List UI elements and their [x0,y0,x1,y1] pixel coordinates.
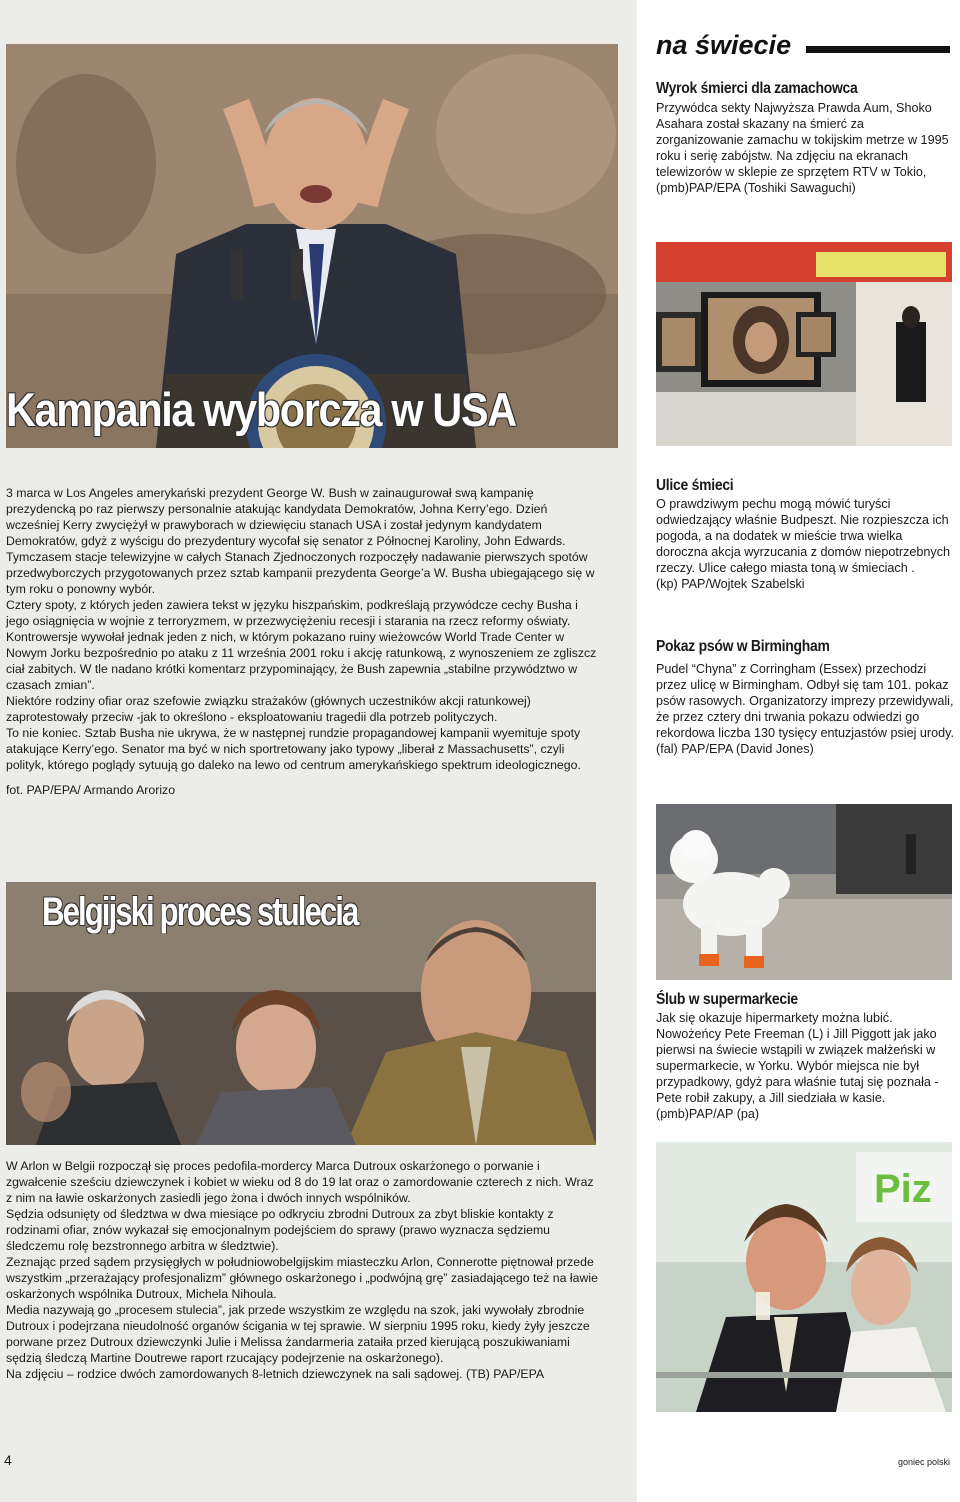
budapest-credit: (kp) PAP/Wojtek Szabelski [656,577,805,591]
bush-paragraph: Tymczasem stacje telewizyjne w całych Stanach Zjednoczonych rozpoczęły nadawanie pierwszych spotów przedwyborczych przygotowanych przez sztab kampanii prezydenta George’a W. Busha ubiegającego się w tym roku o ponowny wybór. [6,550,595,596]
supermarket-sign: Piz [874,1167,932,1211]
belgium-paragraph: W Arlon w Belgii rozpoczął się proces pedofila-mordercy Marca Dutroux oskarżonego o porwanie i zgwałcenie sześciu dziewczynek i kobiet w wieku od 8 do 19 lat oraz o zamordowanie czterech z nich. Wraz z nim na ławie oskarżonych zasiedli jego żona i dwóch innych wspólników. [6,1159,594,1205]
belgium-paragraph: Media nazywają go „procesem stulecia”, jak przede wszystkim ze względu na szok, jaki wywołały zbrodnie Dutroux i podejrzana nieudolność organów ścigania w tej sprawie. W sierpniu 1995 roku, kiedy żyły jeszcze porwane przez Dutroux dziewczynki Julie i Melissa żandarmeria zataiła przed kierującą poszukiwaniami sędzią śledczą Martine Doutrewe raport rzucający podejrzenie na oskarżonego). [6,1303,590,1365]
bush-paragraph: Niektóre rodziny ofiar oraz szefowie związku strażaków (głównych uczestników akcji ratunkowej) zaprotestowały przeciw -jak to określono - eksploatowaniu tragedii dla potrzeb polityczych. [6,694,531,724]
budapest-headline: Ulice śmieci [656,477,734,494]
bush-paragraph: Cztery spoty, z których jeden zawiera tekst w języku hiszpańskim, podkreślają przywódcze cechy Busha i jego osiągnięcia w wojnie z terroryzmem, w przezwyciężeniu recesji i starania na rzecz reformy oświaty. [6,598,578,628]
wedding-text: Jak się okazuje hipermarkety można lubić. Nowożeńcy Pete Freeman (L) i Jill Piggott jak jako pierwsi na świecie wstąpili w związek małżeński w supermarkecie, w Yorku. Wybór miejsca nie był przypadkowy, gdyż para właśnie tutaj się poznała - Pete robił zakupy, a Jill siedziała w kasie. (pmb)PAP/AP (pa) [656,1011,939,1121]
budapest-text: O prawdziwym pechu mogą mówić turyści odwiedzający właśnie Budpeszt. Nie rozpieszcza ich pogoda, a na dodatek w mieście trwa wielka doroczna akcja wyrzucania z domów niepotrzebnych rzeczy. Ulice całego miasta toną w śmieciach . [656,497,951,575]
bush-headline: Kampania wyborcza w USA [6,383,516,436]
aum-photo [656,242,952,446]
wedding-photo [656,1142,952,1412]
poodle-photo [656,804,952,980]
page-number: 4 [4,1452,12,1468]
bush-article [6,485,602,798]
footer-brand: goniec polski [898,1457,951,1467]
bush-paragraph: To nie koniec. Sztab Busha nie ukrywa, że w następnej rundzie propagandowej kampanii wyemituje spoty atakujące Kerry’ego. Senator ma być w nich sportretowany jako typowy „liberał z Massachusetts”, czyli polityk, którego poglądy sytuują go daleko na lewo od centrum amerykańskiego spektrum ideologicznego. [6,726,581,772]
belgium-paragraph: Zeznając przed sądem przysięgłych w południowobelgijskim miasteczku Arlon, Connerotte piętnował przede wszystkim „przerażający profesjonalizm” głównego oskarżonego i „podwójną grę” zasiadającego też na ławie oskarżonych wspólnika Dutroux, Michela Nihoula. [6,1255,598,1301]
bush-photo-credit: fot. PAP/EPA/ Armando Arorizo [6,783,176,797]
poodle-text: Pudel “Chyna” z Corringham (Essex) przechodzi przez ulicę w Birmingham. Odbył się tam 101. pokaz psów rasowych. Organizatorzy imprezy przewidywali, że przez cztery dni trwania pokazu odwiedzi go rekordowa liczba 130 tysięcy entuzjastów psiej urody. (fal) PAP/EPA (David Jones) [656,662,954,756]
section-rule [806,46,950,53]
budapest-article [656,496,954,592]
belgium-headline: Belgijski proces stulecia [42,890,358,934]
aum-text: Przywódca sekty Najwyższa Prawda Aum, Shoko Asahara został skazany na śmierć za zorganizowanie zamachu w tokijskim metrze w 1995 roku i serię zabójstw. Na zdjęciu na ekranach telewizorów w sklepie ze sprzętem RTV w Tokio, (pmb)PAP/EPA (Toshiki Sawaguchi) [656,101,949,195]
aum-headline: Wyrok śmierci dla zamachowca [656,80,858,97]
belgium-paragraph: Sędzia odsunięty od śledztwa w dwa miesiące po odkryciu zbrodni Dutroux za zbyt bliskie kontakty z rodzinami ofiar, znów wykazał się emocjonalnym podejściem do sprawy (prawo wyznacza sędziemu śledczemu rolę bezstronnego arbitra w śledztwie). [6,1207,554,1253]
belgium-paragraph: Na zdjęciu – rodzice dwóch zamordowanych 8-letnich dziewczynek na sali sądowej. (TB) PAP/EPA [6,1367,545,1381]
wedding-headline: Ślub w supermarkecie [656,991,798,1008]
poodle-headline: Pokaz psów w Birmingham [656,638,830,655]
bush-paragraph: 3 marca w Los Angeles amerykański prezydent George W. Bush w zainaugurował swą kampanię prezydencką po raz pierwszy personalnie atakując kandydata Demokratów, Johna Kerry’ego. Dzień wcześniej Kerry zwyciężył w prawyborach w dziewięciu stanach USA i został jedynym kandydatem Demokratów, gdyż z wyścigu do prezydentury wycofał się senator z Północnej Karoliny, John Edwards. [6,486,566,548]
bush-paragraph: Kontrowersje wywołał jednak jeden z nich, w którym pokazano ruiny wieżowców World Trade Center w Nowym Jorku bezpośrednio po ataku z 11 września 2001 roku i akcję ratunkową, z wynoszeniem ze zgliszcz ciał zabitych. W tle nadano krótki komentarz przypominający, że Bush zapewnia „stabilne przywództwo w czasach zmian”. [6,630,597,692]
section-label: na świecie [656,30,792,60]
belgium-article [6,1158,602,1382]
